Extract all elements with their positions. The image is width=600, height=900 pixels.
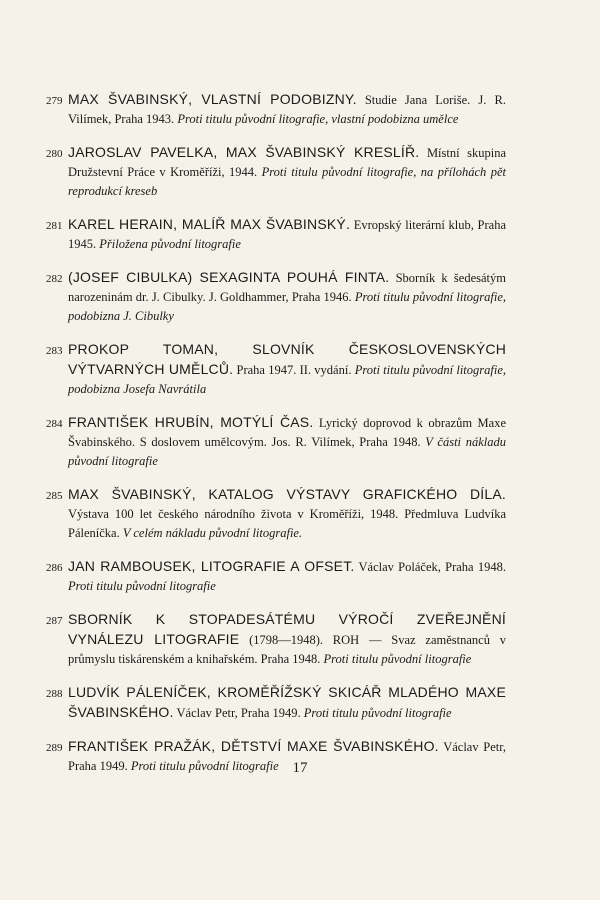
entry-title: MAX ŠVABINSKÝ, KATALOG VÝSTAVY GRAFICKÉHO DÍLA.	[68, 486, 506, 502]
entry-note: Proti titulu původní litografie, vlastní podobizna umělce	[177, 112, 459, 126]
entry-title: JAROSLAV PAVELKA, MAX ŠVABINSKÝ KRESLÍŘ.	[68, 144, 420, 160]
entry-number: 284	[46, 418, 63, 430]
entry-number: 288	[46, 688, 63, 700]
bibliography-entry	[46, 143, 506, 201]
entry-title: SBORNÍK K STOPADESÁTÉMU VÝROČÍ ZVEŘEJNĚNÍ VYNÁLEZU LITOGRAFIE	[68, 611, 506, 647]
entry-publication: Evropský literární klub, Praha 1945.	[68, 218, 506, 251]
entry-note: Proti titulu původní litografie	[303, 706, 452, 720]
entry-note: V celém nákladu původní litografie.	[122, 526, 303, 540]
entry-body	[68, 340, 506, 399]
entry-note: Proti titulu původní litografie, na přílohách pět reprodukcí kreseb	[68, 165, 506, 198]
page-number: 17	[292, 760, 308, 776]
bibliography-entry	[46, 683, 506, 723]
entry-publication: Výstava 100 let českého národního života v Kroměříži, 1948. Předmluva Ludvíka Páleníčka.	[68, 507, 506, 540]
entry-number: 286	[46, 562, 63, 574]
bibliography-entry	[46, 215, 506, 254]
entry-title: JAN RAMBOUSEK, LITOGRAFIE A OFSET.	[68, 558, 355, 574]
entry-body	[68, 268, 506, 326]
entry-number: 279	[46, 95, 63, 107]
entry-note: Proti titulu původní litografie	[323, 652, 472, 666]
bibliography-entry	[46, 557, 506, 596]
entry-body	[68, 485, 506, 543]
entry-publication: Václav Poláček, Praha 1948.	[358, 560, 506, 574]
entry-body	[68, 90, 506, 129]
entry-number: 285	[46, 490, 63, 502]
entry-number: 282	[46, 273, 63, 285]
entry-title: FRANTIŠEK PRAŽÁK, DĚTSTVÍ MAXE ŠVABINSKÉHO.	[68, 738, 439, 754]
entry-publication: Studie Jana Loriše. J. R. Vilímek, Praha 1943.	[68, 93, 507, 126]
entry-publication: Praha 1947. II. vydání.	[236, 363, 352, 377]
entry-publication: (1798—1948). ROH — Svaz zaměstnanců v průmyslu tiskárenském a knihařském. Praha 1948.	[68, 633, 506, 666]
entry-publication: Lyrický doprovod k obrazům Maxe Švabinského. S doslovem umělcovým. Jos. R. Vilímek, Praha 1948.	[68, 416, 506, 449]
entry-publication: Místní skupina Družstevní Práce v Kroměříži, 1944.	[68, 146, 507, 179]
bibliography-list	[46, 90, 506, 790]
entry-publication: Václav Petr, Praha 1949.	[68, 740, 507, 773]
entry-title: (JOSEF CIBULKA) SEXAGINTA POUHÁ FINTA.	[68, 269, 390, 285]
entry-body	[68, 143, 506, 201]
entry-publication: Václav Petr, Praha 1949.	[176, 706, 301, 720]
entry-publication: Sborník k šedesátým narozeninám dr. J. Cibulky. J. Goldhammer, Praha 1946.	[68, 271, 506, 304]
entry-title: MAX ŠVABINSKÝ, VLASTNÍ PODOBIZNY.	[68, 91, 357, 107]
bibliography-entry	[46, 413, 506, 471]
entry-body	[68, 610, 506, 669]
entry-body	[68, 683, 506, 723]
bibliography-entry	[46, 268, 506, 326]
entry-note: V části nákladu původní litografie	[68, 435, 506, 468]
bibliography-entry	[46, 90, 506, 129]
entry-note: Proti titulu původní litografie	[130, 759, 279, 773]
entry-title: LUDVÍK PÁLENÍČEK, KROMĚŘÍŽSKÝ SKICÁŘ MLADÉHO MAXE ŠVABINSKÉHO.	[68, 684, 506, 720]
bibliography-entry	[46, 485, 506, 543]
entry-number: 283	[46, 345, 63, 357]
bibliography-entry	[46, 610, 506, 669]
entry-body	[68, 413, 506, 471]
entry-note: Přiložena původní litografie	[99, 237, 241, 251]
entry-number: 287	[46, 615, 63, 627]
bibliography-entry	[46, 340, 506, 399]
entry-title: KAREL HERAIN, MALÍŘ MAX ŠVABINSKÝ.	[68, 216, 351, 232]
entry-number: 289	[46, 742, 63, 754]
entry-note: Proti titulu původní litografie, podobizna J. Cibulky	[68, 290, 507, 323]
entry-title: FRANTIŠEK HRUBÍN, MOTÝLÍ ČAS.	[68, 414, 314, 430]
entry-title: PROKOP TOMAN, SLOVNÍK ČESKOSLOVENSKÝCH VÝTVARNÝCH UMĚLCŮ.	[68, 341, 506, 377]
entry-body	[68, 557, 506, 596]
entry-number: 280	[46, 148, 63, 160]
entry-number: 281	[46, 220, 63, 232]
entry-note: Proti titulu původní litografie, podobizna Josefa Navrátila	[68, 363, 506, 396]
entry-note: Proti titulu původní litografie	[68, 579, 216, 593]
entry-body	[68, 215, 506, 254]
